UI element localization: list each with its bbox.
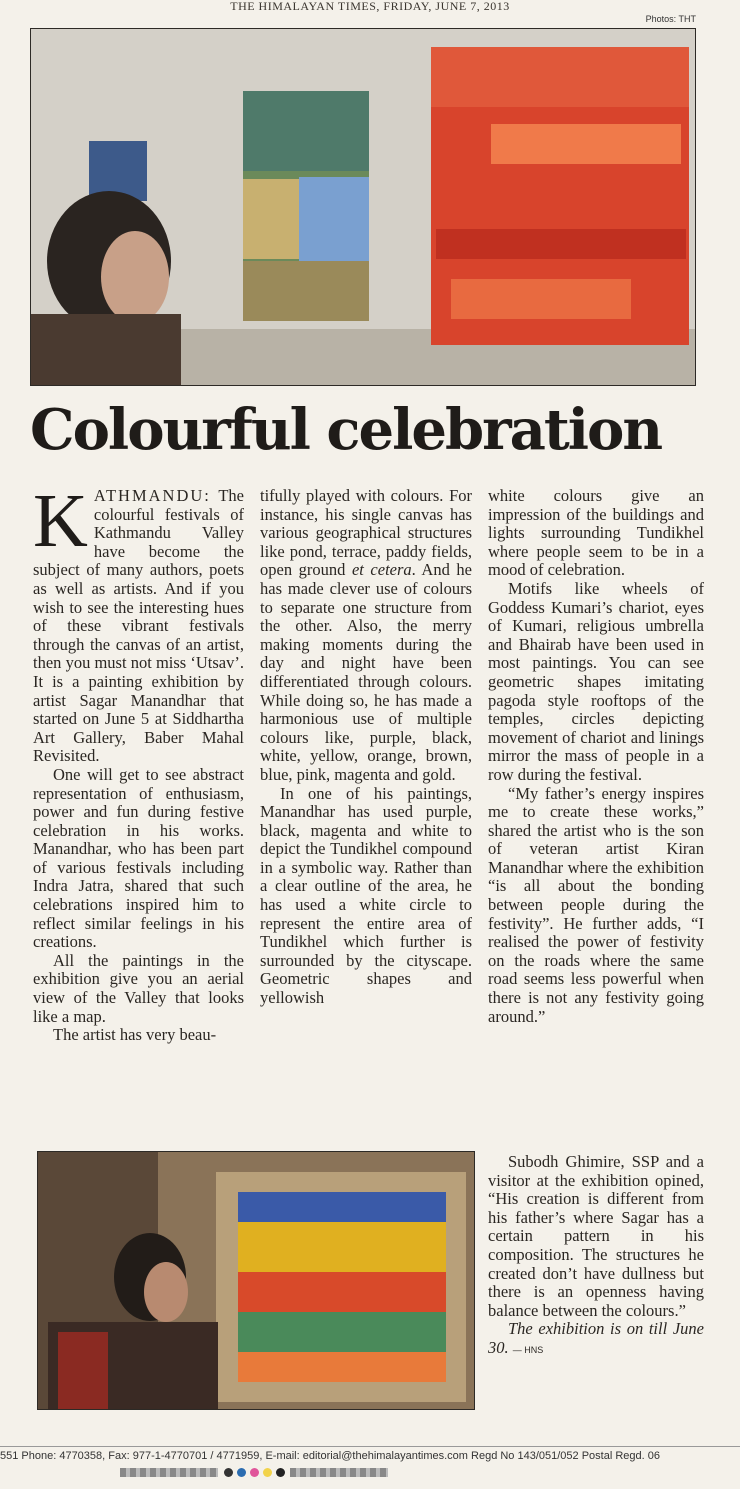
gallery-photo-top xyxy=(30,28,696,386)
drop-cap: K xyxy=(33,479,88,563)
registration-dot xyxy=(250,1468,259,1477)
paragraph-text: tifully played with colours. For instance, his single canvas has various geographical structures like pond, terrace, paddy fields, open ground xyxy=(260,486,472,580)
registration-dot xyxy=(263,1468,272,1477)
photo-credit: Photos: THT xyxy=(645,14,696,24)
footer-contact-line: 551 Phone: 4770358, Fax: 977-1-4770701 / 4771959, E-mail: editorial@thehimalayantimes.com Regd No 143/051/052 Postal Regd. 06 xyxy=(0,1446,740,1463)
registration-dot xyxy=(276,1468,285,1477)
dateline: ATHMANDU: xyxy=(93,486,211,505)
article-paragraph: All the paintings in the exhibition give you an aerial view of the Valley that looks like a map. xyxy=(33,950,244,1026)
article-paragraph: white colours give an impression of the buildings and lights surrounding Tundikhel where people seem to be in a mood of celebration. xyxy=(488,486,704,580)
registration-marks xyxy=(120,1468,420,1478)
signature: — HNS xyxy=(512,1344,544,1355)
registration-bar xyxy=(290,1468,388,1477)
article-paragraph: The artist has very beau- xyxy=(53,1025,217,1045)
article-endnote xyxy=(488,1320,704,1359)
article-paragraph: “My father’s energy inspires me to create these works,” shared the artist who is the son of veteran artist Kiran Manandhar where the exhibition “is all about the bonding between people during the festivity”. He further adds, “I realised the power of festivity on the roads where the same road seems less powerful when there is not any festivity going around.” xyxy=(488,783,704,1026)
italic-text: et cetera xyxy=(351,560,412,580)
gallery-photo-top-illustration xyxy=(31,29,695,385)
article-paragraph: Motifs like wheels of Goddess Kumari’s chariot, eyes of Kumari, religious umbrella and Bhairab have been used in most paintings. You can see geometric shapes imitating pagoda style rooftops of the temples, circles depicting movement of chariot and linings mirror the mass of people in a row during the festival. xyxy=(488,578,704,784)
gallery-photo-bottom-illustration xyxy=(38,1152,474,1409)
paragraph-text: The colourful festivals of Kathmandu Valley have become the subject of many authors, poets as well as artists. And if you wish to see the interesting hues of these vibrant festivals through the canvas of an artist, then you must not miss ‘Utsav’. It is a painting exhibition by artist Sagar Manandhar that started on June 5 at Siddhartha Art Gallery, Baber Mahal Revisited. xyxy=(33,486,244,766)
gallery-photo-bottom xyxy=(37,1151,475,1410)
article-column-3 xyxy=(488,487,704,1026)
article-column-1 xyxy=(33,479,244,1045)
registration-dot xyxy=(224,1468,233,1477)
masthead: THE HIMALAYAN TIMES, FRIDAY, JUNE 7, 2013 xyxy=(230,0,510,13)
registration-bar xyxy=(120,1468,218,1477)
headline: Colourful celebration xyxy=(30,397,662,463)
article-paragraph: Subodh Ghimire, SSP and a visitor at the exhibition opined, “His creation is different from his father’s where Sagar has a certain pattern in his composition. The structures he created don’t have dullness but there is an openness having balance between the colours.” xyxy=(488,1152,704,1320)
article-paragraph: One will get to see abstract representation of enthusiasm, power and fun during festive celebration in his works. Manandhar, who has been part of various festivals including Indra Jatra, shared that such celebrations inspired him to reflect similar feelings in his creations. xyxy=(33,764,244,952)
endnote-text: The exhibition is on till June 30. xyxy=(488,1319,704,1357)
article-column-2 xyxy=(260,487,472,1008)
article-paragraph: In one of his paintings, Manandhar has used purple, black, magenta and white to depict the Tundikhel compound in a symbolic way. Rather than a clear outline of the area, he has used a white circle to represent the entire area of Tundikhel which further is surrounded by the cityscape. Geometric shapes and yellowish xyxy=(260,783,472,1008)
article-column-3-continued xyxy=(488,1153,704,1360)
registration-dot xyxy=(237,1468,246,1477)
paragraph-text: . And he has made clever use of colours to separate one structure from the other. Also, the merry making moments during the day and night have been differentiated through colours. While doing so, he has made a harmonious use of multiple colours like, purple, black, white, yellow, orange, brown, blue, pink, magenta and gold. xyxy=(260,560,472,784)
article-paragraph xyxy=(33,479,244,766)
article-paragraph xyxy=(260,487,472,785)
